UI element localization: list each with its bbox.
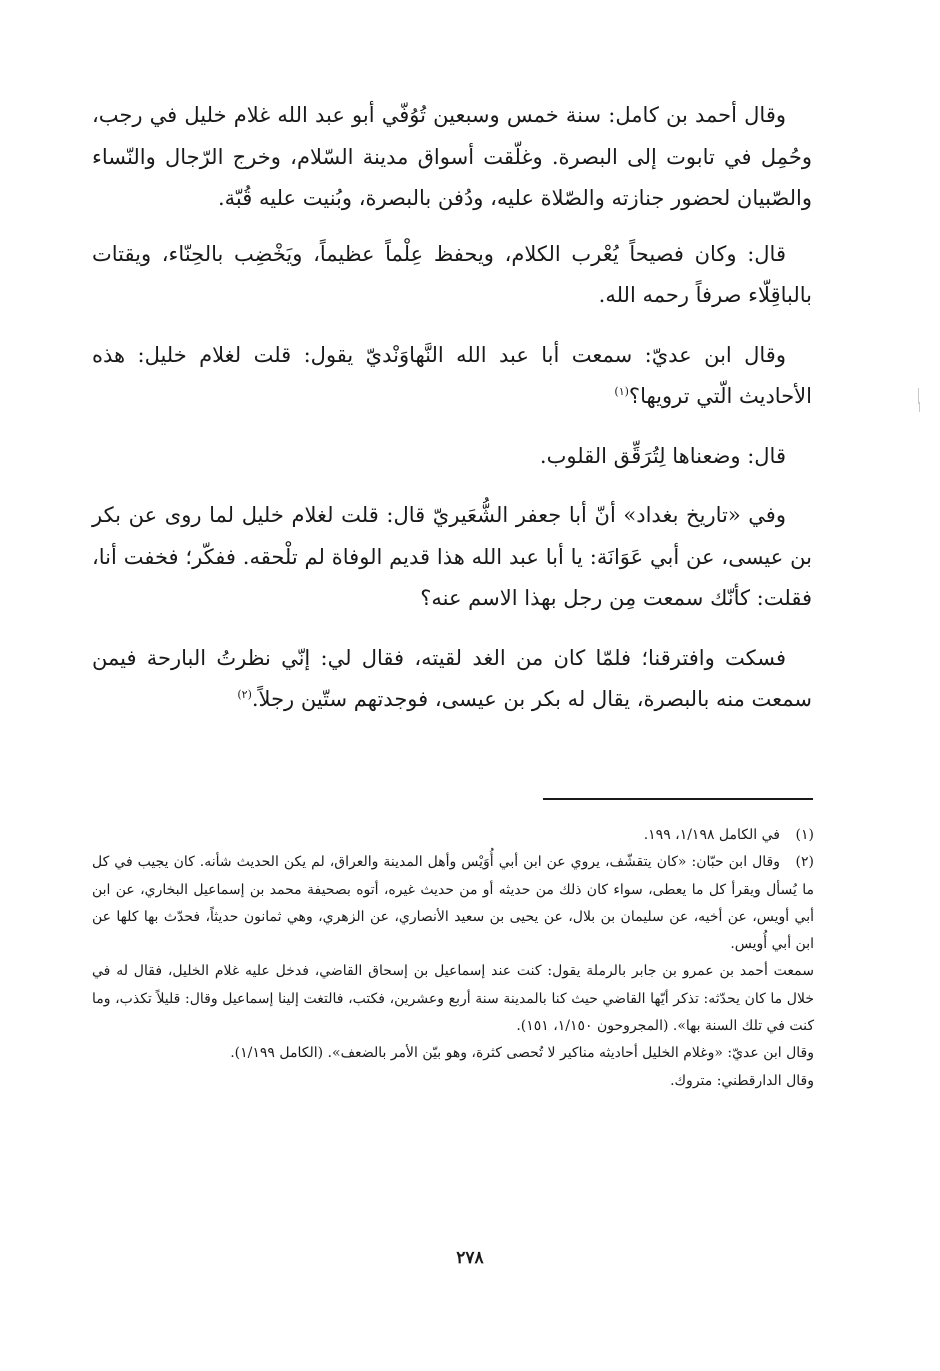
footnote-1 xyxy=(92,822,814,849)
paragraph-ibn-adi-text: وقال ابن عديّ: سمعت أبا عبد الله النَّهاوَنْديّ يقول: قلت لغلام خليل: هذه الأحاديث الّتي ترويها؟ xyxy=(92,342,812,408)
footnote-2-paragraph-4: وقال الدارقطني: متروك. xyxy=(670,1072,814,1089)
paragraph-conclusion-text: فسكت وافترقنا؛ فلمّا كان من الغد لقيته، فقال لي: إنّي نظرتُ البارحة فيمن سمعت منه بالبصرة، يقال له بكر بن عيسى، فوجدتهم ستّين رجلاً. xyxy=(92,645,812,711)
footnote-2 xyxy=(92,849,814,958)
paragraph-tarikh-baghdad: وفي «تاريخ بغداد» أنّ أبا جعفر الشُّعَيريّ قال: قلت لغلام خليل لما روى عن بكر بن عيسى، عن أبي عَوَانَة: يا أبا عبد الله هذا قديم الوفاة لم تلْحقه. ففكّر؛ فخفت أنا، فقلت: كأنّك سمعت مِن رجل بهذا الاسم عنه؟ xyxy=(92,503,812,610)
footnote-ref-2[interactable]: (٢) xyxy=(237,688,252,701)
footnote-1-number: (١) xyxy=(795,827,814,843)
footnote-2-number: (٢) xyxy=(795,854,814,871)
footnote-ref-1[interactable]: (١) xyxy=(614,385,629,398)
paragraph-burial: وقال أحمد بن كامل: سنة خمس وسبعين تُوُفّي أبو عبد الله غلام خليل في رجب، وحُمِل في تابوت إلى البصرة. وغلّقت أسواق مدينة السّلام، وخرج الرّجال والنّساء والصّبيان لحضور جنازته والصّلاة عليه، ودُفن بالبصرة، وبُنيت عليه قُبّة. xyxy=(92,103,812,210)
paragraph-ibn-adi xyxy=(92,335,812,418)
page-number: ٢٧٨ xyxy=(456,1248,484,1268)
footnotes xyxy=(92,822,814,1095)
footnote-2-paragraph-3: وقال ابن عديّ: «وغلام الخليل أحاديثه مناكير لا تُحصى كثرة، وهو بيّن الأمر بالضعف». (الكامل ١/١٩٩). xyxy=(230,1045,814,1062)
footnote-2-paragraph-2: سمعت أحمد بن عمرو بن جابر بالرملة يقول: كنت عند إسماعيل بن إسحاق القاضي، فدخل عليه غلام الخليل، فقال له في خلال ما كان يحدّثه: تذكر أيّها القاضي حيث كنا بالمدينة سنة أربع وعشرين، فكتب، فالتغت إلينا إسماعيل وقال: قليلاً تكذب، وما كنت في تلك السنة بها». (المجروحون ١/١٥٠، ١٥١). xyxy=(92,963,814,1035)
paragraph-answer: قال: وضعناها لِتُرَقِّق القلوب. xyxy=(539,443,786,468)
footnote-separator xyxy=(543,798,813,800)
paragraph-description: قال: وكان فصيحاً يُعْرب الكلام، ويحفظ عِلْماً عظيماً، ويَخْضِب بالحِنّاء، ويقتات بالباقِلّاء صرفاً رحمه الله. xyxy=(92,241,812,307)
paragraph-conclusion xyxy=(92,638,812,721)
footnote-2-text: وقال ابن حبّان: «كان يتقشّف، يروي عن ابن أبي أُوَيْس وأهل المدينة والعراق، لم يكن الحديث شأنه. كان يجيب في كل ما يُسأل ويقرأ كل ما يعطى، سواء كان ذلك من حديثه أو من حديث غيره، أتوه بصحيفة محمد بن إسماعيل البخاري، عن ابن أبي أويس، عن أخيه، عن سليمان بن بلال، عن يحيى بن سعيد الأنصاري، عن الزهري، وهي ثمانون حديثاً، فحدّث بها كلها عن ابن أبي أُويس. xyxy=(92,854,814,953)
footnote-1-text: في الكامل ١/١٩٨، ١٩٩. xyxy=(643,827,780,843)
main-text xyxy=(92,95,812,739)
margin-mark xyxy=(919,402,920,412)
